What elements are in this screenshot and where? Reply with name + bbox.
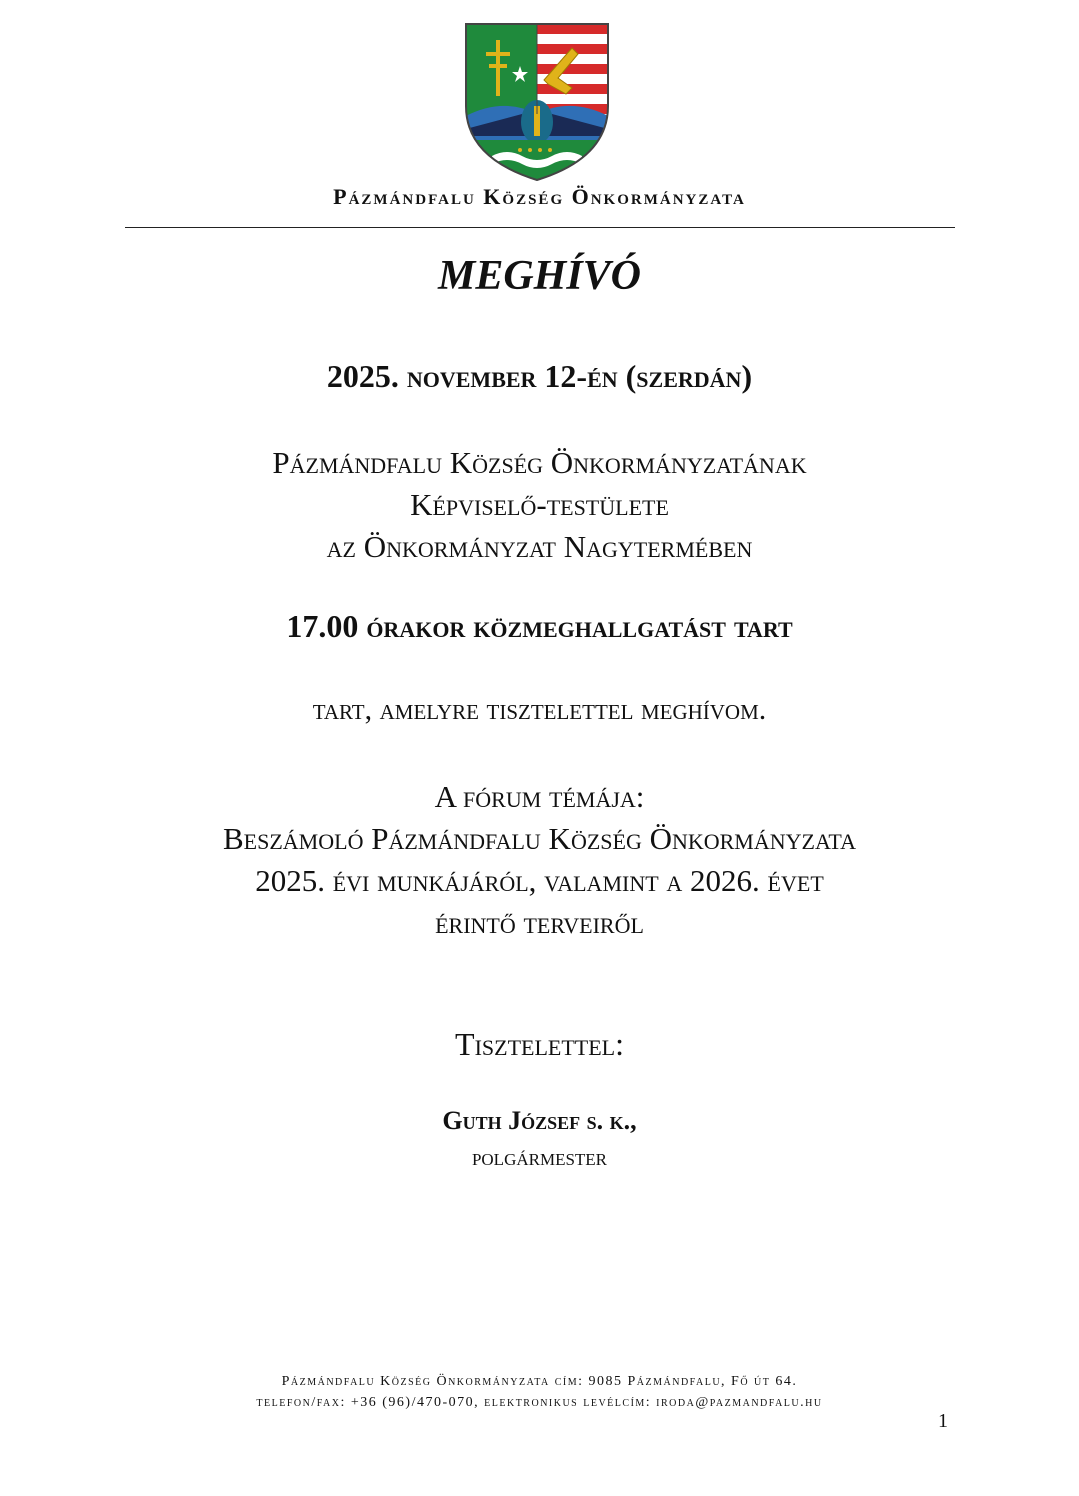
- signature-title: polgármester: [471, 1145, 608, 1171]
- document-title: MEGHÍVÓ: [437, 253, 642, 299]
- body-line: Pázmándfalu Község Önkormányzatának: [272, 445, 807, 480]
- page-number: 1: [938, 1410, 948, 1432]
- invite-line: tart, amelyre tisztelettel meghívom.: [312, 693, 767, 726]
- coat-of-arms-icon: [462, 18, 612, 184]
- body-line: az Önkormányzat Nagytermében: [326, 529, 753, 564]
- body-block: [0, 442, 1079, 568]
- header-divider: [125, 227, 955, 228]
- body-line: Képviselő-testülete: [410, 487, 669, 522]
- footer: [0, 1371, 1079, 1413]
- forum-block: [0, 776, 1079, 944]
- forum-heading: A fórum témája:: [434, 779, 645, 814]
- forum-line: Beszámoló Pázmándfalu Község Önkormányzata: [223, 821, 856, 856]
- organization-name: Pázmándfalu Község Önkormányzata: [333, 184, 746, 209]
- signature-name: Guth József s. k.,: [442, 1106, 637, 1135]
- forum-line: érintő terveiről: [435, 905, 644, 940]
- greeting: Tisztelettel:: [455, 1026, 624, 1062]
- forum-line: 2025. évi munkájáról, valamint a 2026. évet: [255, 863, 824, 898]
- footer-contact: telefon/fax: +36 (96)/470-070, elektronikus levélcím: iroda@pazmandfalu.hu: [256, 1395, 823, 1410]
- date-line: 2025. november 12-én (szerdán): [326, 358, 753, 394]
- footer-address: Pázmándfalu Község Önkormányzata cím: 9085 Pázmándfalu, Fő út 64.: [281, 1374, 798, 1389]
- time-line: 17.00 órakor közmeghallgatást tart: [286, 608, 793, 644]
